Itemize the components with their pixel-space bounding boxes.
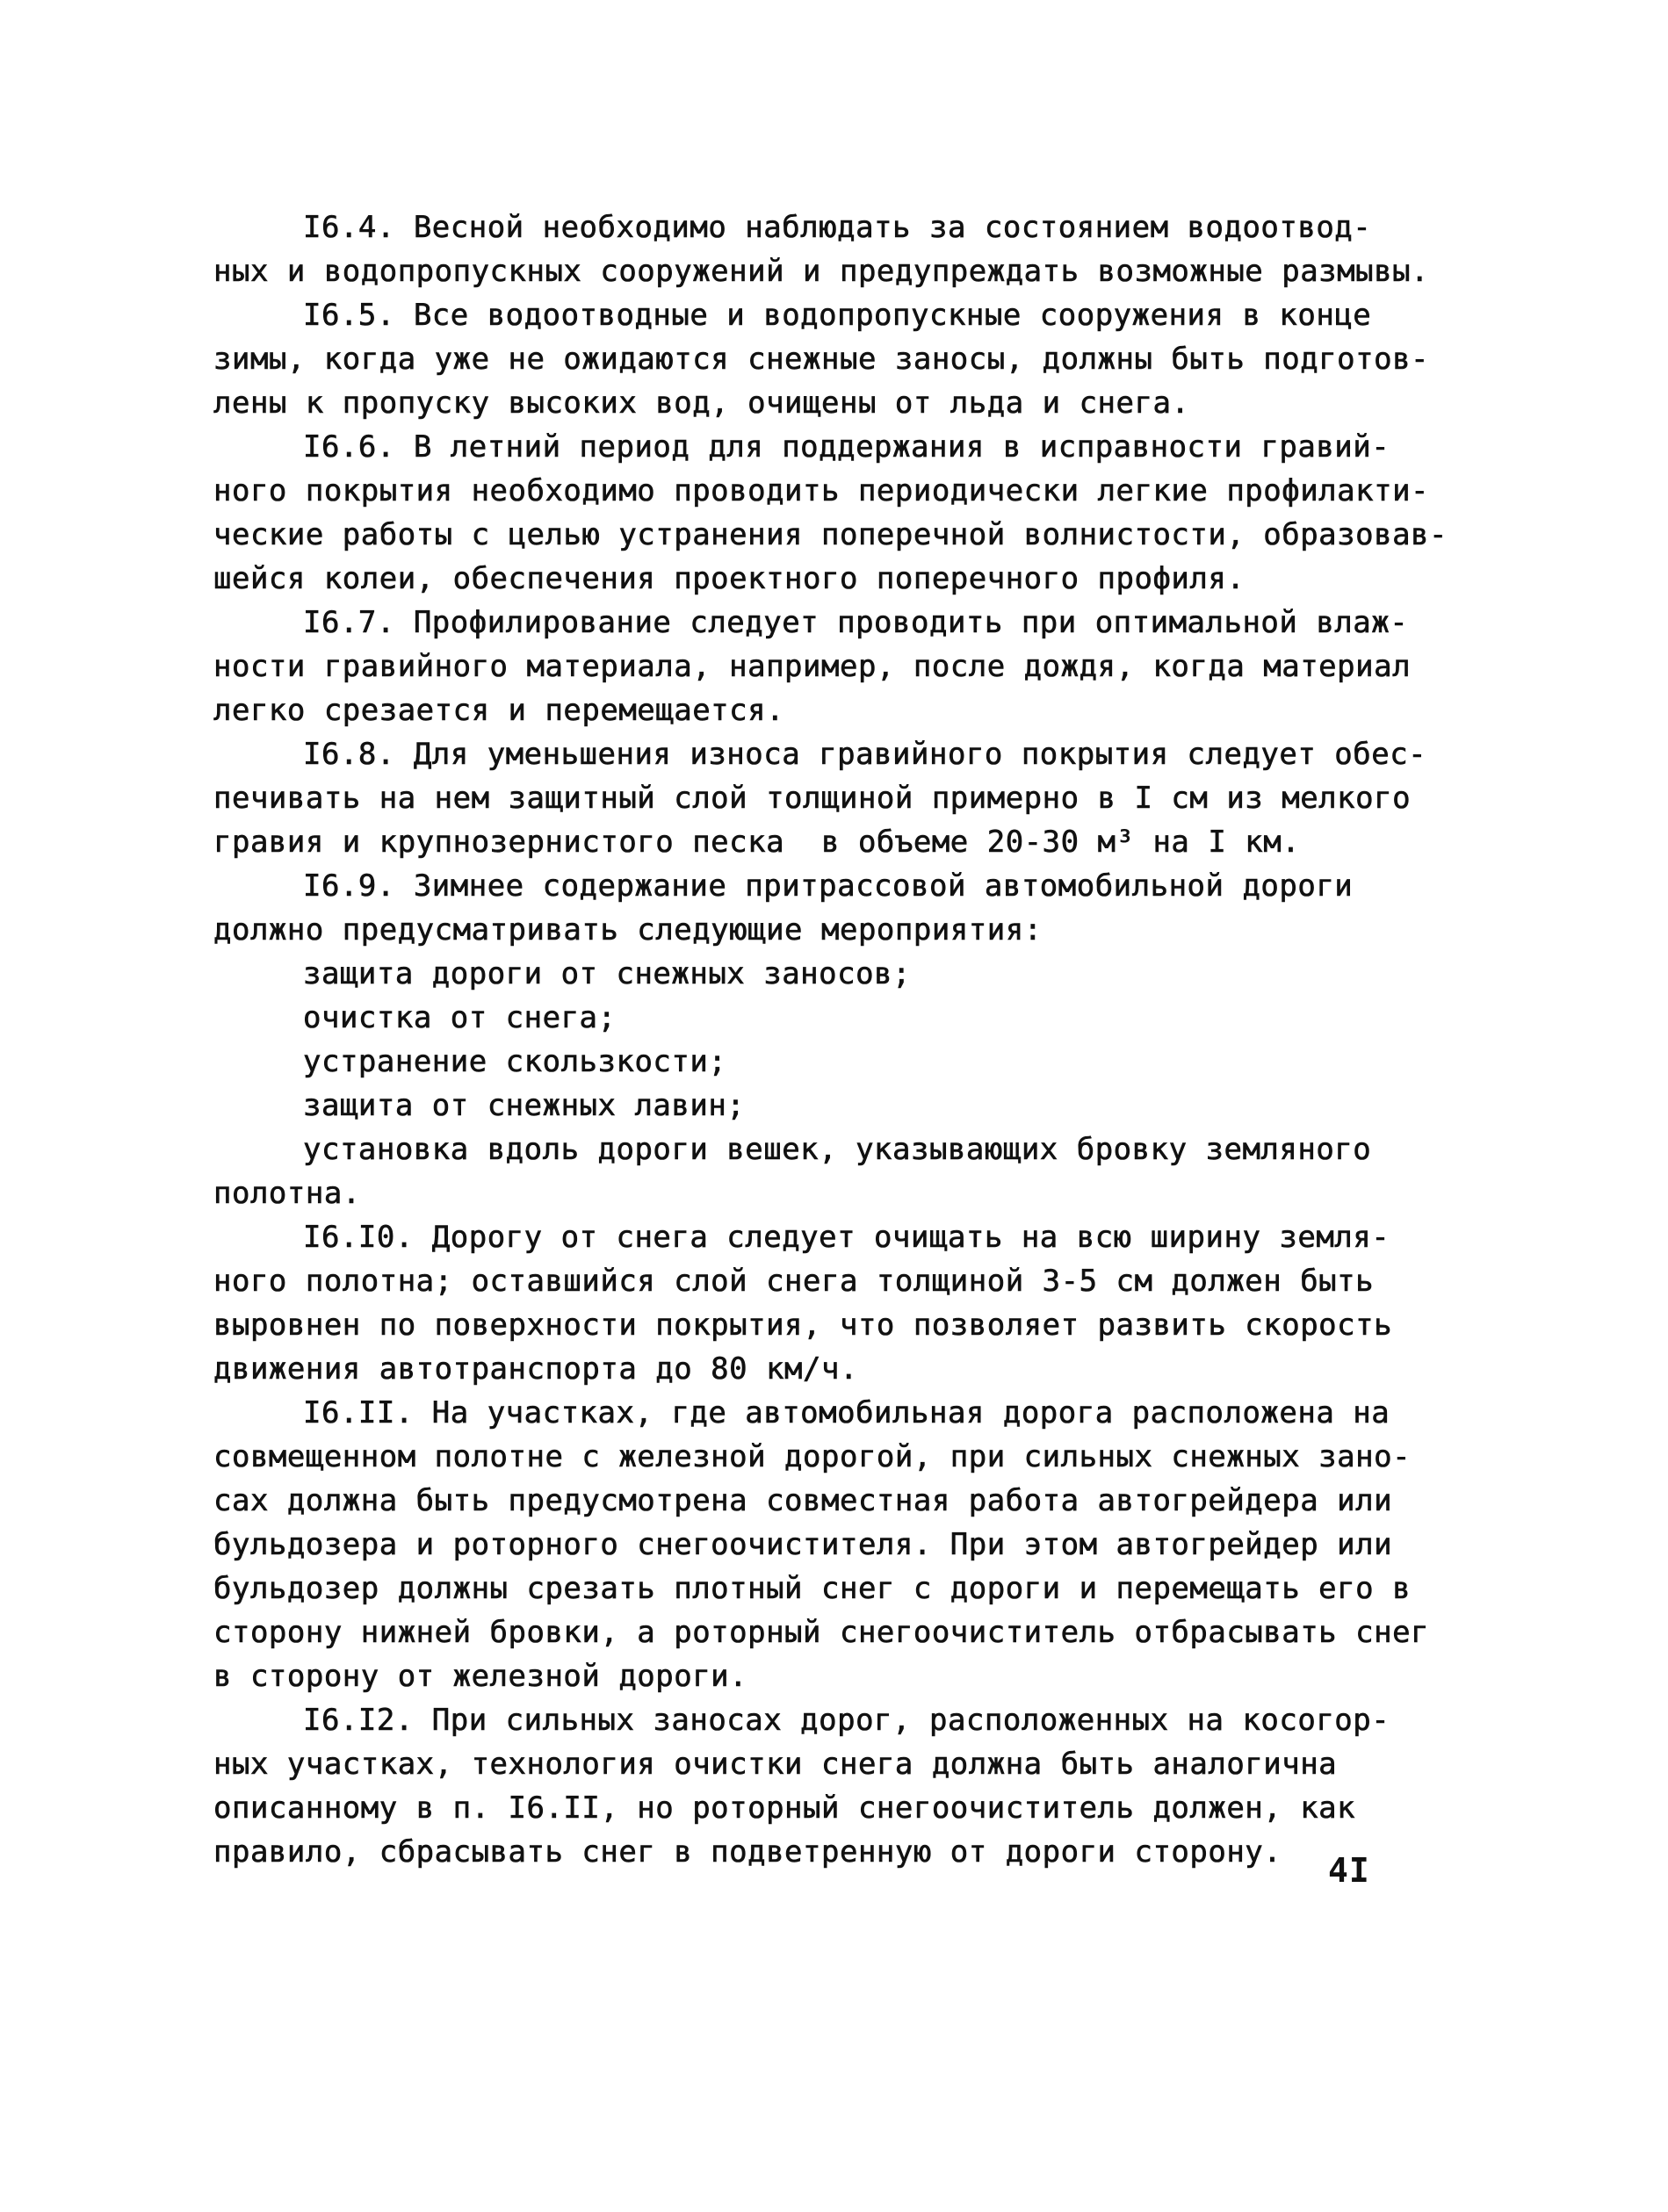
text-line: бульдозер должны срезать плотный снег с дороги и перемещать его в — [213, 1571, 1412, 1606]
text-line: сторону нижней бровки, а роторный снегоочиститель отбрасывать снег — [213, 1615, 1430, 1650]
text-line: сах должна быть предусмотрена совместная работа автогрейдера или — [213, 1483, 1393, 1518]
text-line: должно предусматривать следующие мероприятия: — [213, 912, 1043, 947]
text-line: совмещенном полотне с железной дорогой, при сильных снежных зано- — [213, 1439, 1412, 1474]
text-line: зимы, когда уже не ожидаются снежные заносы, должны быть подготов- — [213, 342, 1430, 377]
text-line: I6.4. Весной необходимо наблюдать за состоянием водоотвод- — [303, 210, 1372, 245]
text-line: печивать на нем защитный слой толщиной примерно в I см из мелкого — [213, 781, 1412, 816]
text-line: лены к пропуску высоких вод, очищены от льда и снега. — [213, 385, 1190, 421]
text-line: выровнен по поверхности покрытия, что позволяет развить скорость — [213, 1308, 1393, 1343]
text-line: легко срезается и перемещается. — [213, 693, 785, 728]
text-line: I6.I0. Дорогу от снега следует очищать на всю ширину земля- — [303, 1220, 1390, 1255]
text-line: очистка от снега; — [303, 1000, 617, 1035]
text-line: шейся колеи, обеспечения проектного поперечного профиля. — [213, 561, 1246, 596]
text-line: устранение скользкости; — [303, 1044, 727, 1079]
text-line: I6.8. Для уменьшения износа гравийного покрытия следует обес- — [303, 737, 1427, 772]
text-line: бульдозера и роторного снегоочистителя. При этом автогрейдер или — [213, 1527, 1393, 1562]
text-line: ного покрытия необходимо проводить периодически легкие профилакти- — [213, 473, 1430, 508]
text-line: гравия и крупнозернистого песка в объеме 20-30 м³ на I км. — [213, 825, 1301, 860]
text-line: установка вдоль дороги вешек, указывающих бровку земляного — [303, 1132, 1372, 1167]
text-line: описанному в п. I6.II, но роторный снегоочиститель должен, как — [213, 1790, 1356, 1826]
text-line: I6.9. Зимнее содержание притрассовой автомобильной дороги — [303, 868, 1354, 904]
text-line: защита дороги от снежных заносов; — [303, 956, 912, 991]
text-line: I6.6. В летний период для поддержания в исправности гравий- — [303, 429, 1390, 465]
text-line: ных и водопропускных сооружений и предупреждать возможные размывы. — [213, 254, 1430, 289]
text-line: в сторону от железной дороги. — [213, 1659, 748, 1694]
text-line: ности гравийного материала, например, после дождя, когда материал — [213, 649, 1412, 684]
text-line: правило, сбрасывать снег в подветренную от дороги сторону. — [213, 1834, 1282, 1870]
text-line: движения автотранспорта до 80 км/ч. — [213, 1351, 858, 1387]
text-line: I6.I2. При сильных заносах дорог, расположенных на косогор- — [303, 1703, 1390, 1738]
text-line: I6.II. На участках, где автомобильная дорога расположена на — [303, 1395, 1390, 1430]
text-line: полотна. — [213, 1176, 361, 1211]
text-line: ного полотна; оставшийся слой снега толщиной 3-5 см должен быть — [213, 1264, 1375, 1299]
page-number: 4I — [1328, 1851, 1370, 1890]
text-line: ческие работы с целью устранения поперечной волнистости, образовав- — [213, 517, 1448, 552]
text-line: ных участках, технология очистки снега должна быть аналогична — [213, 1747, 1338, 1782]
text-line: I6.5. Все водоотводные и водопропускные сооружения в конце — [303, 298, 1372, 333]
text-line: защита от снежных лавин; — [303, 1088, 746, 1123]
text-line: I6.7. Профилирование следует проводить при оптимальной влаж- — [303, 605, 1409, 640]
